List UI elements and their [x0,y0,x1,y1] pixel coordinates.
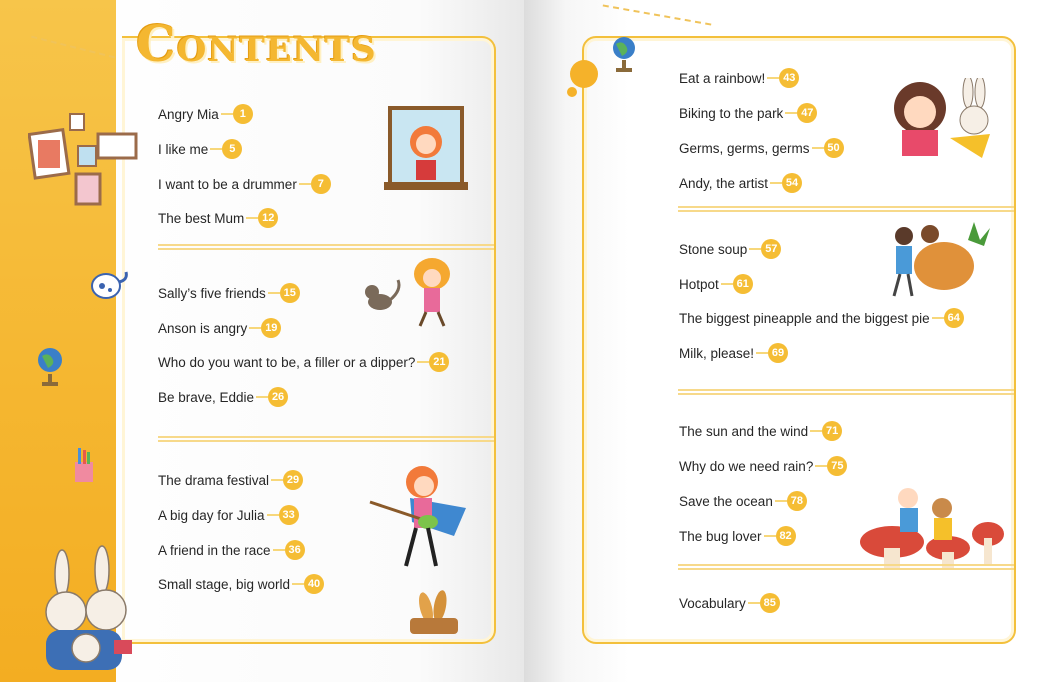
window-girl-illustration [384,98,468,194]
toc-entry[interactable] [679,173,802,193]
toc-entry-title: Vocabulary [679,595,746,611]
orange-dot-decoration [564,54,604,98]
toc-entry-title: I want to be a drummer [158,176,297,192]
toc-entry-title: I like me [158,141,209,157]
page-title: CONTENTS [136,14,377,73]
toc-entry[interactable] [158,540,305,560]
toc-entry[interactable] [158,139,242,159]
toc-entry[interactable] [679,103,817,123]
teapot-icon [86,262,130,302]
page-number-badge: 50 [824,138,844,158]
guitar-girl-illustration [366,462,478,574]
section-divider [678,564,1014,570]
page-number-badge: 15 [280,283,300,303]
toc-entry[interactable] [679,274,753,294]
toc-entry-title: Why do we need rain? [679,458,814,474]
toc-entry[interactable] [158,208,278,228]
section-divider [678,206,1014,212]
toc-entry[interactable] [158,283,300,303]
toc-entry-title: The drama festival [158,472,270,488]
toc-entry-title: Anson is angry [158,320,248,336]
page-number-badge: 12 [258,208,278,228]
toc-entry-title: Milk, please! [679,345,755,361]
toc-entry[interactable] [679,308,964,328]
toc-entry-title: Stone soup [679,241,748,257]
toc-entry-title: Hotpot [679,276,719,292]
page-number-badge: 36 [285,540,305,560]
kids-pineapple-illustration [886,220,998,300]
page-number-badge: 33 [279,505,299,525]
section-divider [158,244,494,250]
toc-entry[interactable] [679,593,780,613]
toc-entry-title: The bug lover [679,528,762,544]
toc-entry[interactable] [158,505,299,525]
toc-entry-title: Germs, germs, germs [679,140,810,156]
mushroom-kids-illustration [856,478,1004,570]
page-number-badge: 1 [233,104,253,124]
page-number-badge: 75 [827,456,847,476]
page-number-badge: 61 [733,274,753,294]
toc-entry[interactable] [679,456,847,476]
toc-entry-title: Sally’s five friends [158,285,266,301]
toc-entry[interactable] [158,104,253,124]
toc-entry-title: The biggest pineapple and the biggest pie [679,310,930,326]
toc-entry[interactable] [679,421,842,441]
toc-entry-title: The best Mum [158,210,245,226]
toc-entry[interactable] [158,574,324,594]
toc-entry-title: Who do you want to be, a filler or a dipper? [158,354,416,370]
section-divider [158,436,494,442]
toc-entry-title: A big day for Julia [158,507,265,523]
right-page [524,0,1048,682]
toc-entry-title: Biking to the park [679,105,784,121]
toc-entry-title: Andy, the artist [679,175,769,191]
toc-entry-title: Eat a rainbow! [679,70,766,86]
globe-icon [34,344,68,390]
toc-entry[interactable] [158,174,331,194]
toc-entry[interactable] [158,470,303,490]
toc-entry[interactable] [158,352,449,372]
page-number-badge: 19 [261,318,281,338]
dashed-path-decoration [603,4,712,25]
page-number-badge: 71 [822,421,842,441]
toc-entry[interactable] [679,138,844,158]
section-divider [678,389,1014,395]
picture-frames-illustration [28,110,140,210]
toc-entry-title: Small stage, big world [158,576,291,592]
cat-and-girl-illustration [358,256,468,328]
globe-icon [610,34,640,76]
page-number-badge: 78 [787,491,807,511]
page-number-badge: 5 [222,139,242,159]
toc-entry[interactable] [679,68,799,88]
toc-entry[interactable] [679,491,807,511]
page-number-badge: 7 [311,174,331,194]
toc-entry[interactable] [158,318,281,338]
page-number-badge: 82 [776,526,796,546]
page-number-badge: 26 [268,387,288,407]
toc-entry[interactable] [679,239,781,259]
curly-girl-and-rabbit-illustration [890,78,998,162]
toc-entry-title: Save the ocean [679,493,773,509]
page-number-badge: 85 [760,593,780,613]
page-number-badge: 43 [779,68,799,88]
page-number-badge: 57 [761,239,781,259]
page-number-badge: 64 [944,308,964,328]
page-number-badge: 21 [429,352,449,372]
toc-entry-title: The sun and the wind [679,423,809,439]
toc-entry[interactable] [679,526,796,546]
bread-basket-illustration [406,590,462,638]
toc-entry-title: Be brave, Eddie [158,389,255,405]
page-number-badge: 47 [797,103,817,123]
toc-entry[interactable] [158,387,288,407]
page-number-badge: 69 [768,343,788,363]
page-number-badge: 54 [782,173,802,193]
page-number-badge: 40 [304,574,324,594]
page-number-badge: 29 [283,470,303,490]
toc-entry-title: A friend in the race [158,542,271,558]
rabbit-family-illustration [26,540,142,680]
toc-entry-title: Angry Mia [158,106,219,122]
toc-entry[interactable] [679,343,788,363]
pencil-cup-icon [72,446,98,486]
